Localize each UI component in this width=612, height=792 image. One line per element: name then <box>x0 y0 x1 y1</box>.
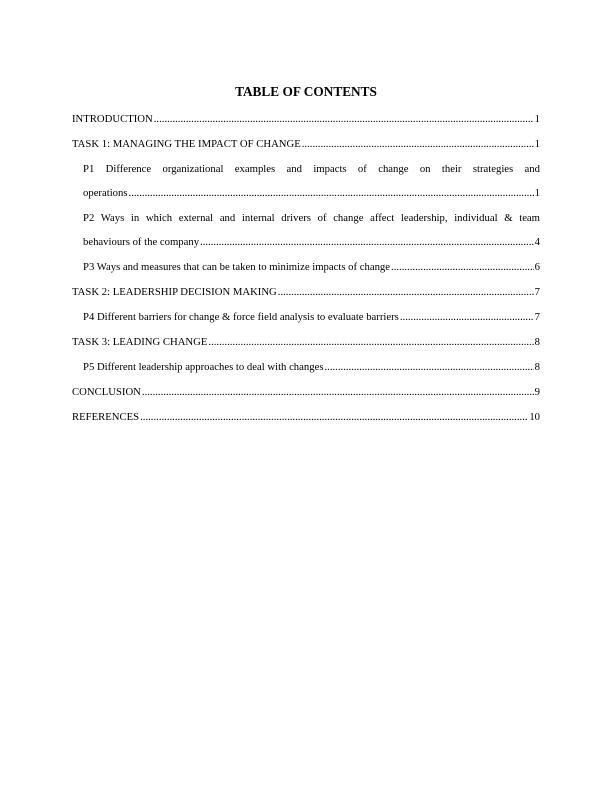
toc-leader-dots <box>200 236 534 248</box>
toc-entry-text: behaviours of the company <box>83 236 200 248</box>
toc-page-number: 6 <box>534 261 540 273</box>
toc-entry-references[interactable] <box>72 411 540 423</box>
toc-page-number: 1 <box>534 138 540 150</box>
toc-entry-p4[interactable] <box>72 311 540 323</box>
toc-page-number: 7 <box>534 286 540 298</box>
toc-leader-dots <box>302 138 534 150</box>
toc-entry-p2[interactable] <box>72 212 540 248</box>
toc-page-number: 8 <box>534 336 540 348</box>
toc-entry-p1[interactable] <box>72 163 540 199</box>
toc-entry-text: TASK 3: LEADING CHANGE <box>72 336 208 348</box>
toc-page-number: 8 <box>534 361 540 373</box>
toc-entry-introduction[interactable] <box>72 113 540 125</box>
toc-leader-dots <box>324 361 533 373</box>
toc-leader-dots <box>278 286 534 298</box>
toc-entry-text: TASK 2: LEADERSHIP DECISION MAKING <box>72 286 277 298</box>
toc-leader-dots <box>142 386 534 398</box>
toc-title: TABLE OF CONTENTS <box>235 84 377 99</box>
toc-leader-dots <box>140 411 528 423</box>
toc-page-number: 7 <box>534 311 540 323</box>
toc-page-number: 4 <box>534 236 540 248</box>
toc-entry-p3[interactable] <box>72 261 540 273</box>
toc-page-number: 1 <box>534 113 540 125</box>
toc-entry-text-line-1: P2 Ways in which external and internal drivers of change affect leadership, individual & team <box>83 212 540 224</box>
toc-leader-dots <box>154 113 534 125</box>
toc-entry-text: P4 Different barriers for change & force field analysis to evaluate barriers <box>83 311 399 323</box>
toc-entry-text: P5 Different leadership approaches to deal with changes <box>83 361 324 373</box>
toc-entry-text: P3 Ways and measures that can be taken to minimize impacts of change <box>83 261 391 273</box>
toc-leader-dots <box>129 187 534 199</box>
toc-leader-dots <box>208 336 533 348</box>
toc-entry-text: INTRODUCTION <box>72 113 153 125</box>
toc-page-number: 1 <box>534 187 540 199</box>
toc-entry-task-2[interactable] <box>72 286 540 298</box>
toc-entry-task-3[interactable] <box>72 336 540 348</box>
toc-entry-text: REFERENCES <box>72 411 140 423</box>
toc-entry-p5[interactable] <box>72 361 540 373</box>
toc-entry-text: TASK 1: MANAGING THE IMPACT OF CHANGE <box>72 138 301 150</box>
toc-leader-dots <box>391 261 534 273</box>
toc-entry-text-line-1: P1 Difference organizational examples and impacts of change on their strategies and <box>83 163 540 175</box>
toc-entry-conclusion[interactable] <box>72 386 540 398</box>
toc-list <box>72 113 540 423</box>
toc-page-number: 10 <box>529 411 540 423</box>
toc-entry-text: CONCLUSION <box>72 386 141 398</box>
toc-page-number: 9 <box>534 386 540 398</box>
toc-entry-text: operations <box>83 187 128 199</box>
toc-leader-dots <box>400 311 534 323</box>
toc-entry-task-1[interactable] <box>72 138 540 150</box>
